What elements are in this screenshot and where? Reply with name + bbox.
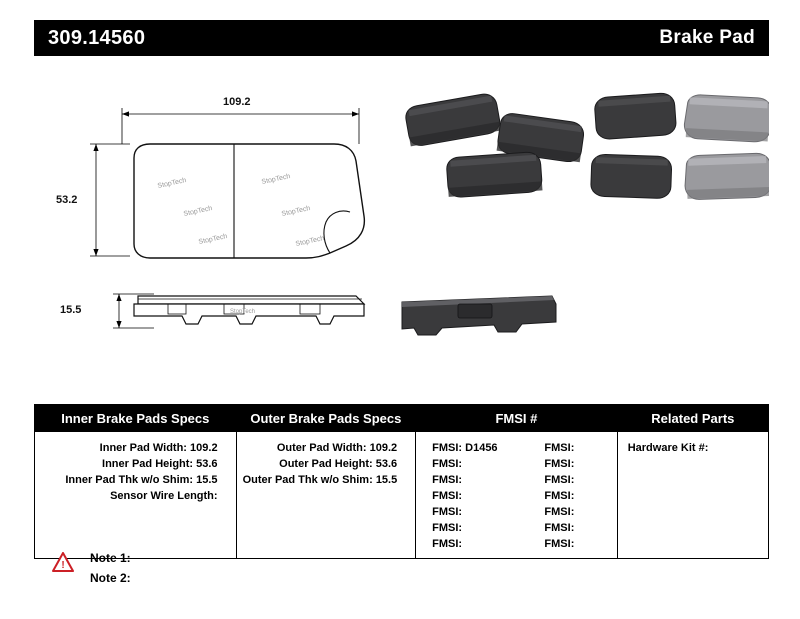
inner-pad-height-row bbox=[41, 456, 230, 472]
pad-side-view bbox=[134, 296, 364, 324]
outer-pad-width-label: Outer Pad Width: bbox=[276, 442, 367, 454]
fmsi-entry: FMSI: bbox=[432, 522, 463, 534]
inner-pad-height-label: Inner Pad Height: bbox=[102, 458, 194, 470]
inner-pad-width-row bbox=[41, 440, 230, 456]
fmsi-entry: FMSI: bbox=[432, 458, 463, 470]
fmsi-entry: FMSI: bbox=[432, 474, 463, 486]
outer-pad-thickness-label: Outer Pad Thk w/o Shim: bbox=[242, 474, 373, 486]
dimension-label-width: 109.2 bbox=[223, 96, 251, 108]
fmsi-entry: FMSI: bbox=[432, 490, 463, 502]
outer-pad-thickness-row bbox=[243, 472, 410, 488]
outer-pad-width-row bbox=[243, 440, 410, 456]
column-header-fmsi: FMSI # bbox=[416, 405, 618, 432]
notes-section bbox=[52, 548, 352, 588]
outer-pad-width-value: 109.2 bbox=[369, 442, 398, 454]
svg-text:!: ! bbox=[61, 560, 65, 571]
inner-pad-width-label: Inner Pad Width: bbox=[99, 442, 187, 454]
column-header-related-parts: Related Parts bbox=[651, 411, 735, 426]
pad-face-outline bbox=[134, 144, 364, 258]
fmsi-entry: FMSI: D1456 bbox=[432, 442, 498, 454]
specifications-table-body bbox=[35, 432, 768, 558]
inner-pad-thickness-label: Inner Pad Thk w/o Shim: bbox=[65, 474, 194, 486]
dimension-label-height: 53.2 bbox=[56, 194, 78, 206]
technical-drawing-svg bbox=[34, 66, 769, 386]
dimension-label-thickness: 15.5 bbox=[60, 304, 82, 316]
column-header-inner-specs: Inner Brake Pads Specs bbox=[35, 405, 237, 432]
width-dimension-line bbox=[122, 108, 359, 144]
inner-pad-thickness-value: 15.5 bbox=[196, 474, 218, 486]
inner-pad-height-value: 53.6 bbox=[196, 458, 218, 470]
hardware-kit-row: Hardware Kit #: bbox=[627, 442, 709, 454]
fmsi-entry: FMSI: bbox=[544, 442, 575, 454]
note-1-label: Note 1: bbox=[90, 551, 131, 565]
fmsi-entry: FMSI: bbox=[544, 538, 575, 550]
fmsi-left-list bbox=[422, 440, 516, 552]
inner-pad-thickness-row bbox=[41, 472, 230, 488]
header-bar bbox=[34, 20, 769, 56]
svg-text:StopTech: StopTech bbox=[230, 309, 256, 315]
sensor-wire-length-row bbox=[41, 488, 230, 504]
fmsi-entry: FMSI: bbox=[544, 474, 575, 486]
related-parts-column bbox=[618, 432, 768, 558]
fmsi-column bbox=[416, 432, 618, 558]
svg-text:StopTech: StopTech bbox=[156, 177, 187, 190]
fmsi-entry: FMSI: bbox=[544, 506, 575, 518]
drawing-area bbox=[34, 66, 769, 386]
fmsi-entry: FMSI: bbox=[432, 506, 463, 518]
note-row-2 bbox=[52, 568, 352, 588]
height-dimension-line bbox=[90, 144, 130, 256]
fmsi-entry: FMSI: bbox=[432, 538, 463, 550]
column-header-outer-specs: Outer Brake Pads Specs bbox=[237, 405, 417, 432]
specifications-table-header bbox=[35, 405, 768, 432]
inner-specs-column bbox=[35, 432, 237, 558]
document-type-label: Brake Pad bbox=[659, 27, 755, 48]
fmsi-entry: FMSI: bbox=[544, 458, 575, 470]
outer-specs-column bbox=[237, 432, 417, 558]
note-row-1 bbox=[52, 548, 352, 568]
specifications-table bbox=[34, 404, 769, 559]
outer-pad-thickness-value: 15.5 bbox=[375, 474, 398, 486]
fmsi-entry: FMSI: bbox=[544, 522, 575, 534]
inner-pad-width-value: 109.2 bbox=[190, 442, 218, 454]
svg-text:StopTech: StopTech bbox=[280, 205, 311, 218]
sensor-wire-length-label: Sensor Wire Length: bbox=[110, 490, 218, 502]
outer-pad-height-row bbox=[243, 456, 410, 472]
fmsi-right-list bbox=[516, 440, 610, 552]
pad-photo-group-left bbox=[404, 92, 585, 198]
outer-pad-height-label: Outer Pad Height: bbox=[279, 458, 373, 470]
fmsi-entry: FMSI: bbox=[544, 490, 575, 502]
warning-icon bbox=[52, 552, 74, 572]
svg-text:StopTech: StopTech bbox=[260, 173, 291, 186]
note-2-label: Note 2: bbox=[90, 571, 131, 585]
svg-text:StopTech: StopTech bbox=[182, 205, 213, 218]
part-number: 309.14560 bbox=[48, 26, 146, 49]
pad-photo-side-view bbox=[402, 296, 556, 335]
pad-photo-group-right bbox=[591, 92, 769, 199]
svg-text:StopTech: StopTech bbox=[197, 233, 228, 246]
svg-text:StopTech: StopTech bbox=[294, 235, 325, 248]
outer-pad-height-value: 53.6 bbox=[375, 458, 398, 470]
